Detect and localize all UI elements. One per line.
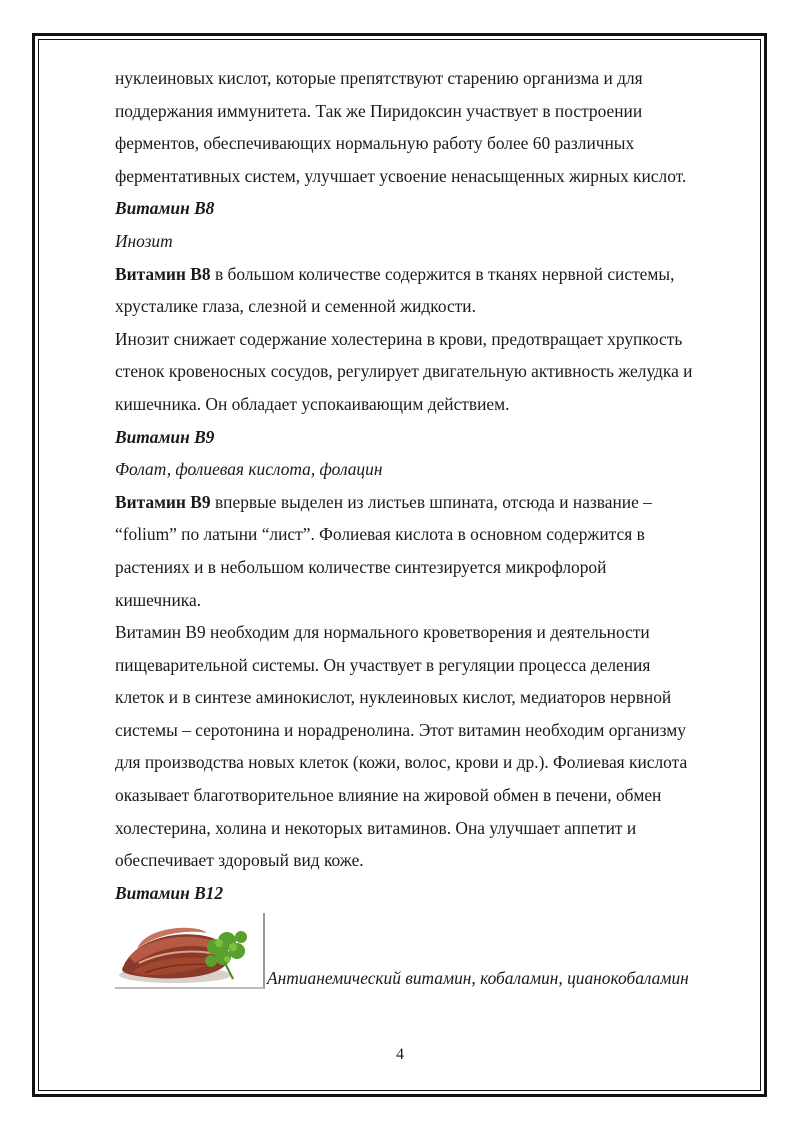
text-line: для производства новых клеток (кожи, волос, крови и др.). Фолиевая кислота <box>115 752 688 773</box>
liver-with-parsley-image <box>115 913 265 989</box>
section-b12 <box>115 877 755 990</box>
text-line: пищеварительной системы. Он участвует в регуляции процесса деления <box>115 654 651 675</box>
text-line: обеспечивает здоровый вид коже. <box>115 850 364 871</box>
text-line: ферментативных систем, улучшает усвоение ненасыщенных жирных кислот. <box>115 165 687 186</box>
page-number: 4 <box>396 1046 404 1063</box>
figure-caption: Антианемический витамин, кобаламин, цианокобаламин <box>267 968 689 989</box>
text-line: хрусталике глаза, слезной и семенной жидкости. <box>115 296 476 317</box>
section-heading: Витамин В8 <box>115 198 215 219</box>
text-line: клеток и в синтезе аминокислот, нуклеиновых кислот, медиаторов нервной <box>115 687 672 708</box>
section-b9 <box>115 421 755 877</box>
text-fragment: впервые выделен из листьев шпината, отсюда и название – <box>210 491 652 512</box>
text-line: Инозит снижает содержание холестерина в крови, предотвращает хрупкость <box>115 328 683 349</box>
text-line: кишечника. <box>115 589 202 610</box>
bold-term: Витамин В9 <box>115 491 211 512</box>
section-b8 <box>115 192 755 420</box>
text-line <box>115 486 755 519</box>
bold-term: Витамин В8 <box>115 263 211 284</box>
text-line: кишечника. Он обладает успокаивающим действием. <box>115 393 510 414</box>
text-line: растениях и в небольшом количестве синтезируется микрофлорой <box>115 556 607 577</box>
text-line <box>115 258 755 291</box>
section-heading: Витамин В12 <box>115 882 224 903</box>
text-line: Витамин В9 необходим для нормального кроветворения и деятельности <box>115 622 650 643</box>
text-line: холестерина, холина и некоторых витаминов. Она улучшает аппетит и <box>115 817 637 838</box>
section-subtitle: Инозит <box>115 230 173 251</box>
text-fragment: в большом количестве содержится в тканях нервной системы, <box>210 263 675 284</box>
section-subtitle: Фолат, фолиевая кислота, фолацин <box>115 459 383 480</box>
text-line: стенок кровеносных сосудов, регулирует двигательную активность желудка и <box>115 361 693 382</box>
text-line: “folium” по латыни “лист”. Фолиевая кислота в основном содержится в <box>115 524 645 545</box>
text-line: поддержания иммунитета. Так же Пиридоксин участвует в построении <box>115 100 643 121</box>
text-line: ферментов, обеспечивающих нормальную работу более 60 различных <box>115 133 635 154</box>
text-line: оказывает благотворительное влияние на жировой обмен в печени, обмен <box>115 785 662 806</box>
text-line: системы – серотонина и норадренолина. Этот витамин необходим организму <box>115 719 686 740</box>
liver-with-parsley-icon <box>115 913 263 987</box>
figure-row <box>115 913 755 989</box>
document-body <box>115 62 755 989</box>
text-line: нуклеиновых кислот, которые препятствуют старению организма и для <box>115 68 643 88</box>
paragraph-continuation <box>115 62 755 192</box>
section-heading: Витамин В9 <box>115 426 215 447</box>
